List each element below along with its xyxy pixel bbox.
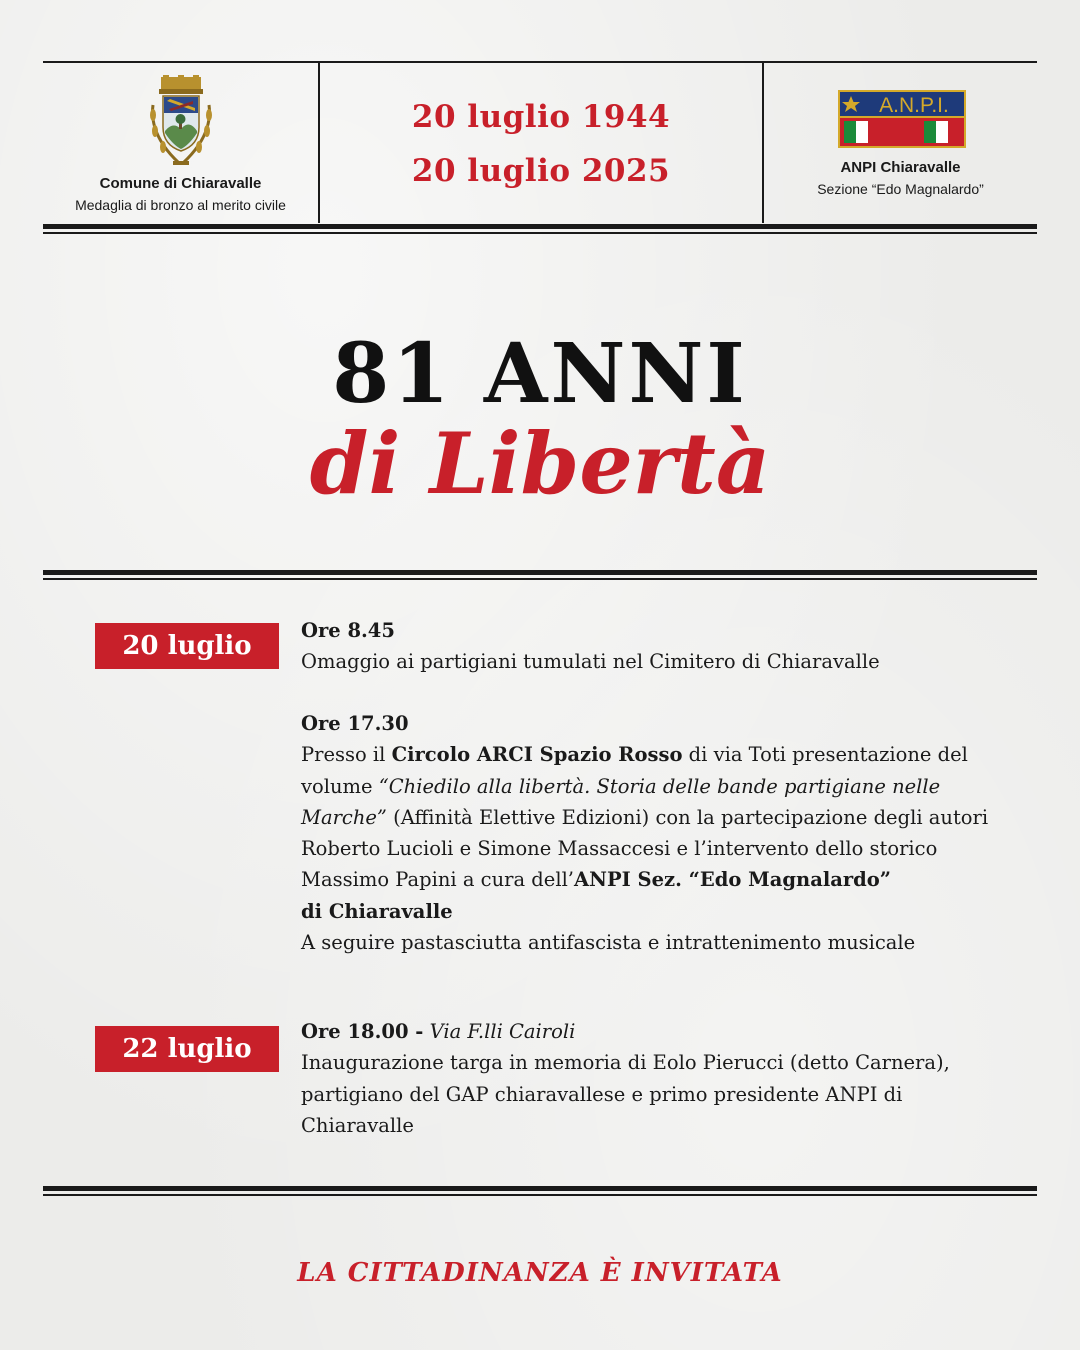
dates-block [320, 63, 764, 223]
event-item-1730: Ore 17.30 Presso il Circolo ARCI Spazio Rosso di via Toti presentazione del volume “Chiedilo alla libertà. Storia delle bande partigiane nelle Marche” (Affinità Elettive Edizioni) con la partecipazione degli autori Roberto Lucioli e Simone Massaccesi e l’intervento dello storico Massimo Papini a cura dell’ANPI Sez. “Edo Magnalardo” di Chiaravalle A seguire pastasciutta antifascista e intrattenimento musicale [301, 708, 1041, 958]
date-badge-20-luglio: 20 luglio [95, 623, 279, 669]
event-item-845 [301, 615, 1041, 678]
comune-crest-icon [143, 75, 219, 171]
anpi-logo-icon [838, 90, 966, 148]
invitation-footer: LA CITTADINANZA È INVITATA [297, 1258, 783, 1288]
venue-name: Circolo ARCI Spazio Rosso [391, 743, 683, 767]
event-followup: A seguire pastasciutta antifascista e intrattenimento musicale [301, 931, 916, 955]
title-divider [43, 570, 1037, 582]
event-time: Ore 17.30 [301, 712, 409, 735]
event-description: Omaggio ai partigiani tumulati nel Cimitero di Chiaravalle [301, 650, 880, 674]
comune-name: Comune di Chiaravalle [99, 175, 262, 192]
footer-divider [43, 1186, 1037, 1198]
event-item-1800: Ore 18.00 - Via F.lli Cairoli Inaugurazione targa in memoria di Eolo Pierucci (detto Carnera), partigiano del GAP chiaravallese e primo presidente ANPI di Chiaravalle [301, 1020, 950, 1137]
anpi-subtitle: Sezione “Edo Magnalardo” [817, 181, 984, 197]
title-line-2: di Libertà [309, 414, 771, 513]
event-place: Via F.lli Cairoli [429, 1020, 576, 1043]
book-title: “Chiedilo alla libertà. Storia delle bande partigiane nelle [378, 774, 941, 798]
header-band [43, 61, 1037, 223]
event-time: Ore 8.45 [301, 619, 395, 642]
anpi-block [764, 63, 1037, 223]
date-1944: 20 luglio 1944 [411, 99, 671, 135]
anpi-name: ANPI Chiaravalle [840, 159, 961, 176]
comune-subtitle: Medaglia di bronzo al merito civile [75, 197, 286, 213]
event-time: Ore 18.00 - [301, 1020, 424, 1043]
title-line-1: 81 ANNI [332, 326, 748, 422]
date-badge-22-luglio: 22 luglio [95, 1026, 279, 1072]
comune-block [43, 63, 320, 223]
header-divider [43, 224, 1037, 236]
anpi-logo-text: A.N.P.I. [879, 94, 949, 117]
organizer-name: ANPI Sez. “Edo Magnalardo” [574, 868, 892, 892]
date-2025: 20 luglio 2025 [411, 153, 671, 189]
